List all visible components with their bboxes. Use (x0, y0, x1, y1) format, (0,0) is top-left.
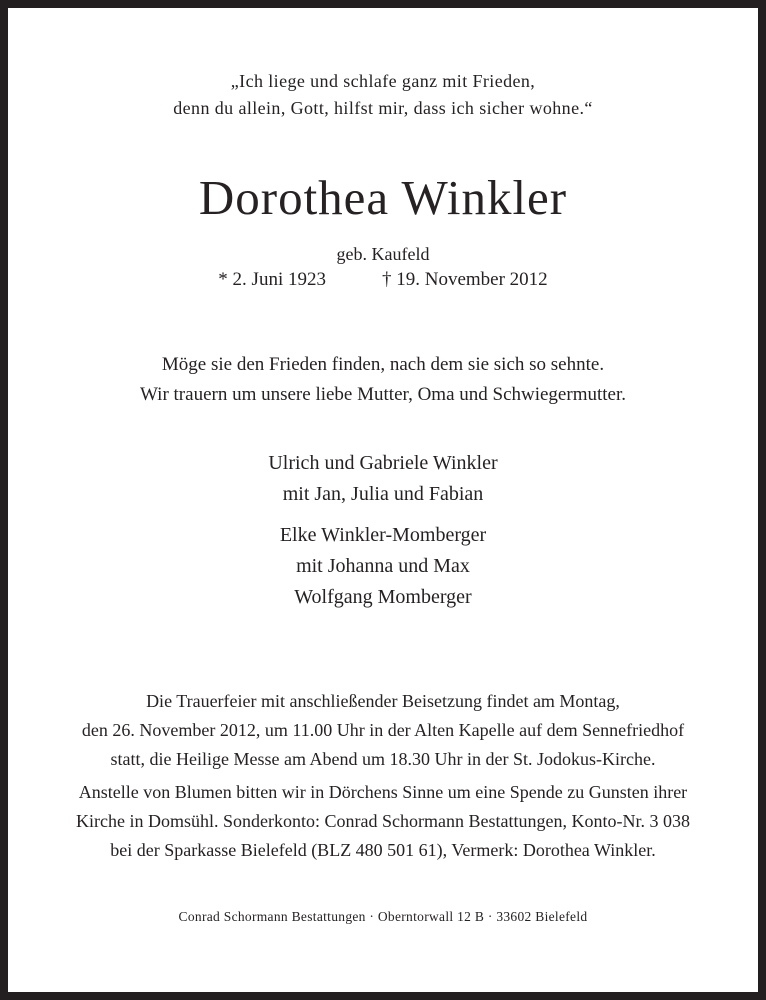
mourning-text (8, 350, 758, 410)
mourning-line-2: Wir trauern um unsere liebe Mutter, Oma und Schwiegermutter. (140, 384, 626, 405)
family-member-line: mit Johanna und Max (296, 555, 470, 577)
funeral-details-line-1: Die Trauerfeier mit anschließender Beisetzung findet am Montag, (146, 691, 620, 711)
family-member-line: Wolfgang Momberger (294, 586, 472, 608)
scripture-quote-line-2: denn du allein, Gott, hilfst mir, dass ich sicher wohne.“ (173, 98, 593, 118)
donation-details (8, 778, 758, 865)
donation-details-line-1: Anstelle von Blumen bitten wir in Dörchens Sinne um eine Spende zu Gunsten ihrer (78, 782, 688, 802)
funeral-details-line-2: den 26. November 2012, um 11.00 Uhr in der Alten Kapelle auf dem Sennefriedhof (81, 720, 685, 740)
funeral-details-line-3: statt, die Heilige Messe am Abend um 18.30 Uhr in der St. Jodokus-Kirche. (110, 749, 656, 769)
death-date: † 19. November 2012 (381, 269, 548, 290)
life-dates (8, 267, 758, 293)
deceased-name: Dorothea Winkler (198, 170, 568, 225)
funeral-details (8, 687, 758, 774)
mourning-line-1: Möge sie den Frieden finden, nach dem sie sich so sehnte. (161, 354, 605, 375)
donation-details-line-3: bei der Sparkasse Bielefeld (BLZ 480 501 61), Vermerk: Dorothea Winkler. (110, 840, 656, 860)
family-member-line: Ulrich und Gabriele Winkler (268, 452, 498, 474)
donation-details-line-2: Kirche in Domsühl. Sonderkonto: Conrad Schormann Bestattungen, Konto-Nr. 3 038 (76, 811, 690, 831)
scripture-quote-line-1: „Ich liege und schlafe ganz mit Frieden, (230, 71, 536, 91)
maiden-name: geb. Kaufeld (336, 244, 430, 264)
family-group-winkler (8, 448, 758, 510)
family-group-momberger (8, 520, 758, 613)
family-member-line: Elke Winkler-Momberger (279, 524, 487, 546)
scripture-quote (8, 68, 758, 122)
funeral-home-address: Conrad Schormann Bestattungen · Oberntorwall 12 B · 33602 Bielefeld (178, 909, 588, 924)
family-member-line: mit Jan, Julia und Fabian (282, 483, 484, 505)
birth-date: * 2. Juni 1923 (218, 269, 326, 290)
